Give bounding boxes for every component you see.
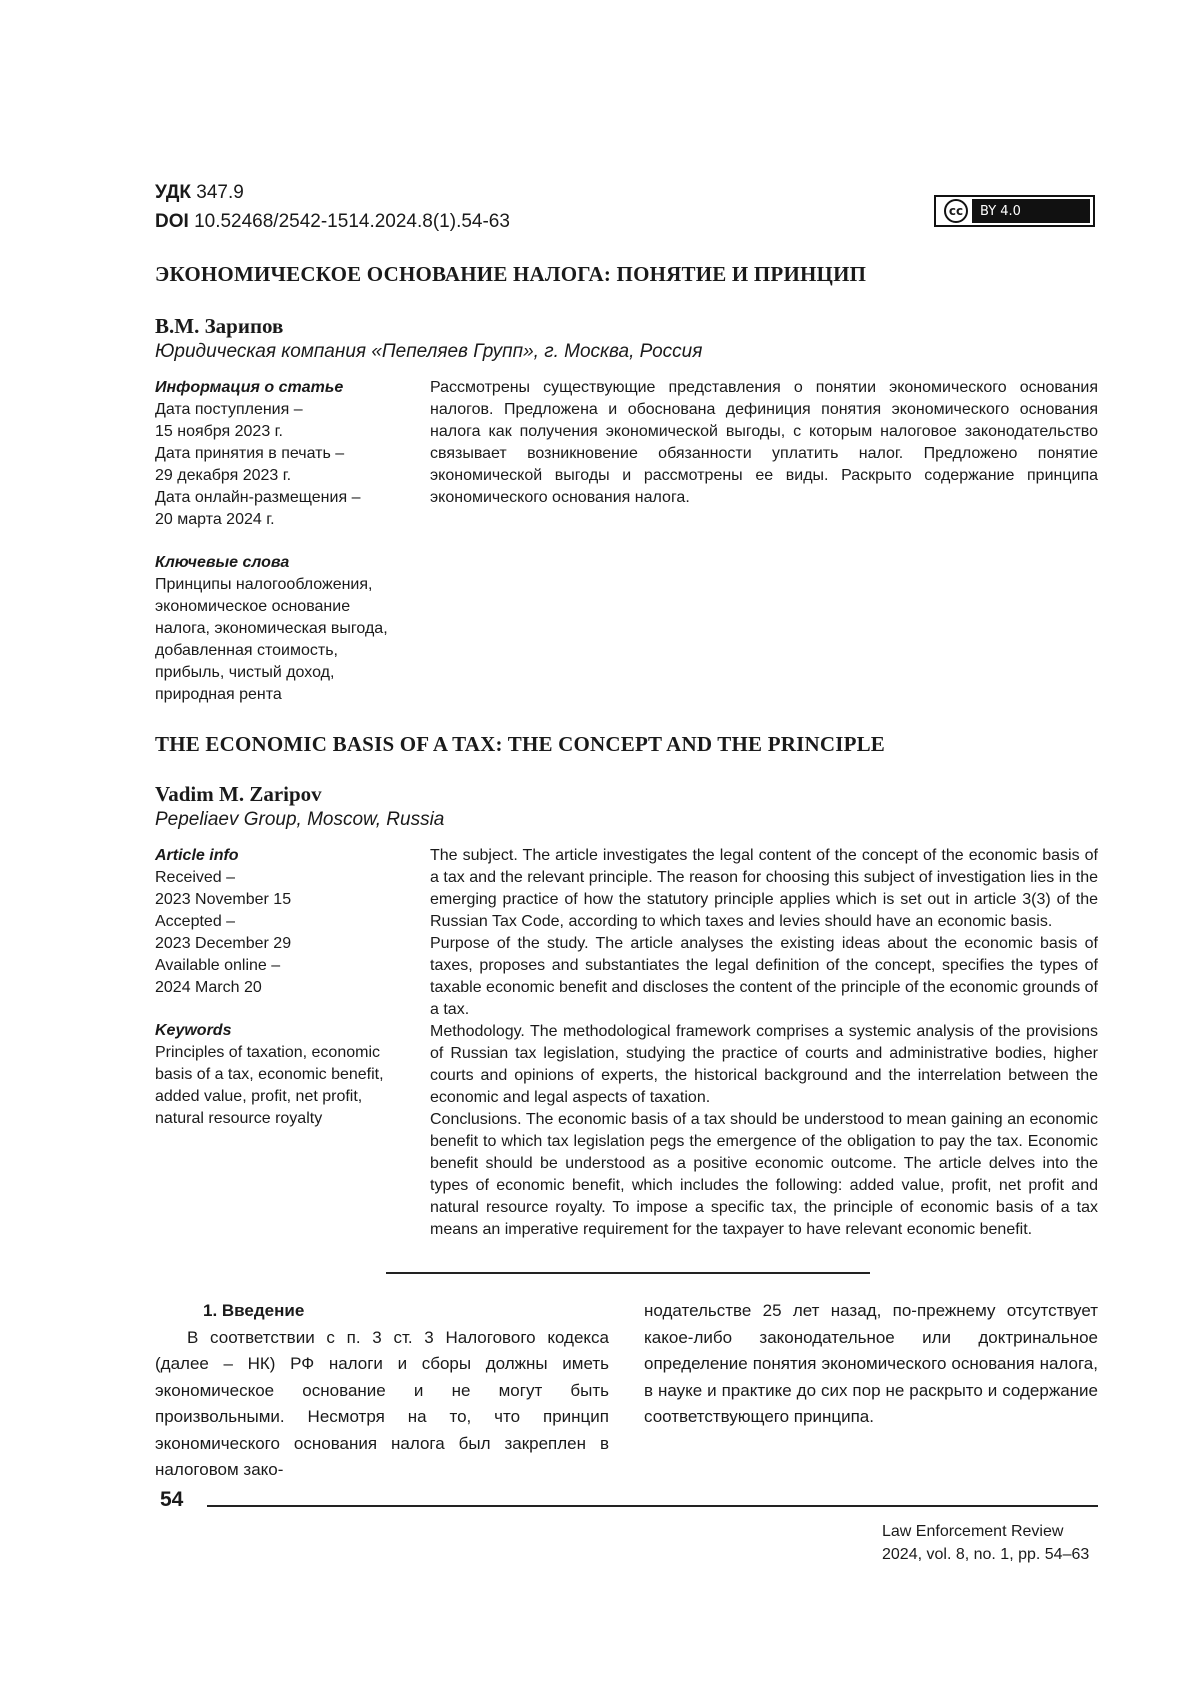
abstract-methodology: Methodology. The methodological framework comprises a systemic analysis of the provisions of Russian tax legislation, studying the practice of courts and administrative bodies, higher courts and opinions of experts, the historical background and the interrelation between the economic and legal aspects of taxation. [430, 1023, 1098, 1106]
keyword-line: налога, экономическая выгода, [155, 620, 388, 637]
doi-value: 10.52468/2542-1514.2024.8(1).54-63 [194, 211, 510, 232]
abstract-text-ru: Рассмотрены существующие представления о понятии экономического основания налогов. Предложена и обоснована дефиниция понятия экономического основания налога как получения экономической выгоды, с которым налоговое законодательство связывает возникновение обязанности уплатить налог. Предложено понятие экономической выгоды и рассмотрены ее виды. Раскрыто содержание принципа экономического основания налога. [430, 379, 1098, 506]
info-line: Дата онлайн-размещения – [155, 489, 361, 506]
body-column-right [644, 1298, 1098, 1431]
info-line: 29 декабря 2023 г. [155, 467, 292, 484]
udk-value: 347.9 [196, 182, 244, 203]
keyword-line: экономическое основание [155, 598, 351, 615]
keyword-line: basis of a tax, economic benefit, [155, 1066, 384, 1083]
section-divider [386, 1272, 870, 1274]
author-affiliation-en: Pepeliaev Group, Moscow, Russia [155, 809, 445, 830]
info-line: Received – [155, 869, 236, 886]
article-title-ru: ЭКОНОМИЧЕСКОЕ ОСНОВАНИЕ НАЛОГА: ПОНЯТИЕ И ПРИНЦИП [155, 262, 867, 286]
doi-label: DOI [155, 211, 189, 232]
journal-issue: 2024, vol. 8, no. 1, pp. 54–63 [882, 1546, 1090, 1563]
article-title-en: THE ECONOMIC BASIS OF A TAX: THE CONCEPT AND THE PRINCIPLE [155, 732, 886, 756]
info-line: 15 ноября 2023 г. [155, 423, 283, 440]
abstract-subject: The subject. The article investigates the legal content of the concept of the economic basis of a tax and the relevant principle. The reason for choosing this subject of investigation lies in the emerging practice of how the statutory principle applies which is set out in article 3(3) of the Russian Tax Code, according to which taxes and levies should have an economic basis. [430, 847, 1098, 930]
page-number: 54 [160, 1488, 184, 1511]
author-name-en: Vadim M. Zaripov [155, 782, 322, 806]
footer-rule [207, 1505, 1098, 1507]
info-line: Дата поступления – [155, 401, 303, 418]
abstract-en [430, 845, 1098, 1241]
udk-doi-block [155, 178, 510, 236]
info-line: Accepted – [155, 913, 236, 930]
creative-commons-icon: cc [944, 199, 968, 223]
body-column-left [155, 1298, 609, 1484]
author-affiliation-ru: Юридическая компания «Пепеляев Групп», г. Москва, Россия [155, 341, 703, 362]
keyword-line: Principles of taxation, economic [155, 1044, 380, 1061]
keywords-ru [155, 552, 405, 706]
body-paragraph: В соответствии с п. 3 ст. 3 Налогового кодекса (далее – НК) РФ налоги и сборы должны иметь экономическое основание и не могут быть произвольными. Несмотря на то, что принцип экономического основания налога был закреплен в налоговом зако- [155, 1327, 609, 1479]
abstract-ru [430, 377, 1098, 509]
info-line: 2023 November 15 [155, 891, 292, 908]
keyword-line: прибыль, чистый доход, [155, 664, 335, 681]
section-heading: 1. Введение [203, 1301, 305, 1320]
author-name-ru: В.М. Зарипов [155, 314, 284, 338]
info-line: 2024 March 20 [155, 979, 262, 996]
license-type: BY 4.0 [972, 199, 1090, 223]
keyword-line: природная рента [155, 686, 282, 703]
journal-name: Law Enforcement Review [882, 1523, 1064, 1540]
info-line: Available online – [155, 957, 281, 974]
article-info-heading-en: Article info [155, 847, 239, 864]
journal-citation [882, 1520, 1089, 1566]
udk-line [155, 178, 510, 207]
info-line: Дата принятия в печать – [155, 445, 345, 462]
keyword-line: natural resource royalty [155, 1110, 323, 1127]
info-line: 2023 December 29 [155, 935, 292, 952]
doi-line [155, 207, 510, 236]
keyword-line: добавленная стоимость, [155, 642, 338, 659]
article-info-ru [155, 377, 405, 531]
keywords-heading-en: Keywords [155, 1022, 232, 1039]
keywords-heading-ru: Ключевые слова [155, 554, 290, 571]
keyword-line: added value, profit, net profit, [155, 1088, 363, 1105]
cc-license-badge[interactable] [934, 195, 1095, 227]
keyword-line: Принципы налогообложения, [155, 576, 373, 593]
article-info-heading-ru: Информация о статье [155, 379, 344, 396]
udk-label: УДК [155, 182, 191, 203]
article-info-en [155, 845, 405, 999]
info-line: 20 марта 2024 г. [155, 511, 275, 528]
keywords-en [155, 1020, 405, 1130]
abstract-purpose: Purpose of the study. The article analyses the existing ideas about the economic basis of taxes, proposes and substantiates the legal definition of the concept, specifies the types of taxable economic benefit and discloses the content of the principle of the economic grounds of a tax. [430, 935, 1098, 1018]
body-paragraph: нодательстве 25 лет назад, по-прежнему отсутствует какое-либо законодательное или доктринальное определение понятия экономического основания налога, в науке и практике до сих пор не раскрыто и содержание соответствующего принципа. [644, 1301, 1098, 1426]
abstract-conclusions: Conclusions. The economic basis of a tax should be understood to mean gaining an economic benefit to which tax legislation pegs the emergence of the obligation to pay the tax. Economic benefit should be understood as a positive economic outcome. The article delves into the types of economic benefit, which includes the following: added value, profit, net profit and natural resource royalty. To impose a specific tax, the principle of economic basis of a tax means an imperative requirement for the taxpayer to have relevant economic benefit. [430, 1111, 1098, 1238]
